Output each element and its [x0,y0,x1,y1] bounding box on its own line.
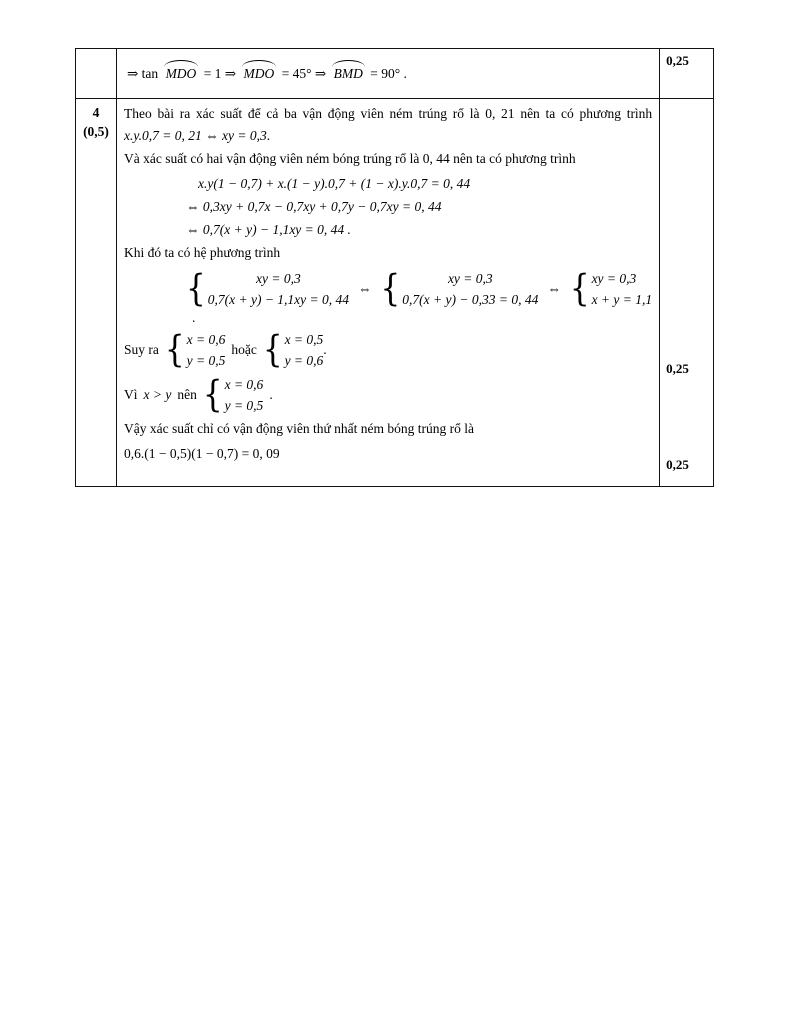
system-1-eq-top: xy = 0,3 [256,271,301,286]
text-run: nên ta có phương trình [453,151,576,166]
system-a-eq-bottom: y = 0,5 [186,353,226,368]
text-run: Theo bài ra xác suất để cả ba vận động viên ném trúng rổ là [124,106,480,121]
paragraph-2 [124,148,652,170]
text-run: hoặc [231,342,257,357]
sentence-period: . [323,342,327,357]
math-run: 0, 21 [485,106,515,121]
system-of-equations-row [186,268,652,310]
equation-block [186,172,652,241]
iff-symbol: ⇔ [547,281,561,296]
points-value: 0,25 [666,361,689,376]
system-1-eq-bottom: 0,7(x + y) − 1,1xy = 0, 44 [207,292,350,307]
paragraph-4: Vậy xác suất chỉ có vận động viên thứ nhất ném bóng trúng rổ là [124,421,474,436]
equation-3: ⇔ 0,7(x + y) − 1,1xy = 0, 44 . [186,222,351,237]
system-3 [570,268,652,310]
left-brace: { [380,267,401,310]
math-line-angles [127,66,407,81]
suyra-line [124,329,652,371]
system-2 [381,268,539,310]
angle-mdo: MDO [242,63,277,85]
system-c-eq-bottom: y = 0,5 [224,398,264,413]
equation-4: 0,6.(1 − 0,5)(1 − 0,7) = 0, 09 [124,446,280,461]
question-number: 4 [92,105,100,120]
points-cell-2 [660,99,714,487]
angle-bmd: BMD [332,63,365,85]
left-brace: { [262,328,283,371]
system-2-eq-bottom: 0,7(x + y) − 0,33 = 0, 44 [402,292,539,307]
sentence-period: . [192,310,196,325]
iff-symbol: ⇔ [358,281,372,296]
system-c-eq-top: x = 0,6 [224,377,264,392]
math-run: 0, 44 [422,151,450,166]
paragraph-1 [124,103,652,147]
table-row-2 [76,99,714,487]
equation-1: x.y(1 − 0,7) + x.(1 − y).0,7 + (1 − x).y.0,7 = 0, 44 [198,176,471,191]
system-a-eq-top: x = 0,6 [186,332,226,347]
points-cell-1 [660,49,714,99]
system-2-eq-top: xy = 0,3 [447,271,493,286]
math-text: ⇒ tan [127,65,159,81]
left-brace: { [569,267,590,310]
sentence-period: . [269,387,273,402]
paragraph-3: Khi đó ta có hệ phương trình [124,245,281,260]
left-brace: { [186,267,206,310]
system-b-eq-bottom: y = 0,6 [284,353,324,368]
points-value: 0,25 [666,53,689,68]
text-run: Vì [124,387,138,402]
points-value: 0,25 [666,457,689,472]
text-run: nên ta có phương trình [520,106,653,121]
system-1 [186,268,349,310]
left-brace: { [164,328,185,371]
question-score: (0,5) [83,124,109,139]
system-c [203,374,263,416]
equation-2: ⇔ 0,3xy + 0,7x − 0,7xy + 0,7y − 0,7xy = 0, 44 [186,199,442,214]
system-a [165,329,225,371]
solution-cell-2 [117,99,660,487]
system-3-eq-top: xy = 0,3 [591,271,637,286]
math-text: = 1 ⇒ [203,65,237,81]
vi-line [124,374,652,416]
answer-key-table [75,48,714,487]
table-row-1 [76,49,714,99]
question-number-cell-empty [76,49,117,99]
system-b-eq-top: x = 0,5 [284,332,324,347]
text-run: Và xác suất có hai vận động viên ném bóng trúng rổ là [124,151,420,166]
math-run: x > y [143,387,172,402]
text-run: nên [177,387,197,402]
angle-mdo: MDO [164,63,199,85]
system-3-eq-bottom: x + y = 1,1 [591,292,653,307]
system-b [263,329,323,371]
question-number-cell [76,99,117,487]
solution-cell-1 [117,49,660,99]
left-brace: { [202,373,223,416]
math-run: x.y.0,7 = 0, 21 ⇔ xy = 0,3 [124,128,267,143]
math-text: = 90° . [370,65,407,81]
text-run: Suy ra [124,342,159,357]
math-text: = 45° ⇒ [281,65,327,81]
text-run: . [266,128,271,143]
